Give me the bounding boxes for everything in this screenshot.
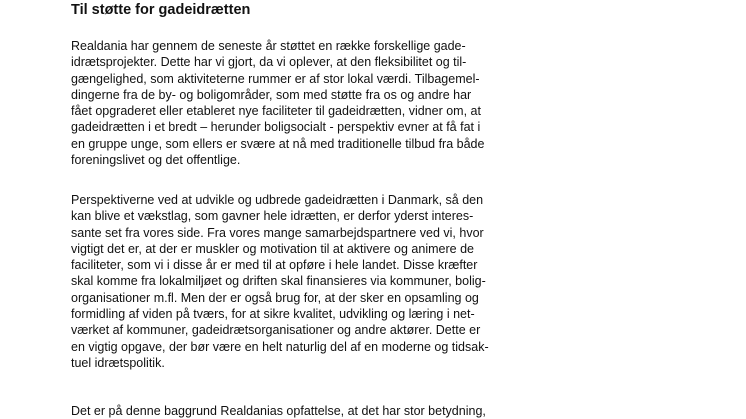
- text-line: sante set fra vores side. Fra vores mange samarbejdspartnere ved vi, hvor: [71, 225, 484, 240]
- paragraph-2: [71, 192, 489, 371]
- text-line: gadeidrætten i et bredt – herunder boligsocialt - perspektiv evner at få fat i: [71, 120, 481, 135]
- text-line: dingerne fra de by- og boligområder, som med støtte fra os og andre har: [71, 87, 472, 102]
- text-line: faciliteter, som vi i disse år er med til at opføre i hele landet. Disse kræfter: [71, 258, 478, 273]
- text-line: Det er på denne baggrund Realdanias opfattelse, at det har stor betydning,: [71, 404, 486, 418]
- text-line: formidling af viden på tværs, for at sikre kvalitet, udvikling og læring i net-: [71, 307, 475, 322]
- text-line: gængelighed, som aktiviteterne rummer er af stor lokal værdi. Tilbagemel-: [71, 71, 480, 86]
- text-line: organisationer m.fl. Men der er også brug for, at der sker en opsamling og: [71, 290, 479, 305]
- text-line: kan blive et vækstlag, som gavner hele idrætten, er derfor yderst interes-: [71, 209, 474, 224]
- text-line: skal komme fra lokalmiljøet og driften skal finansieres via kommuner, bolig-: [71, 274, 486, 289]
- text-line: tuel idrætspolitik.: [71, 355, 165, 370]
- text-line: Perspektiverne ved at udvikle og udbrede gadeidrætten i Danmark, så den: [71, 193, 484, 207]
- text-line: idrætsprojekter. Dette har vi gjort, da vi oplever, at den fleksibilitet og til-: [71, 55, 467, 70]
- text-line: værket af kommuner, gadeidrætsorganisationer og andre aktører. Dette er: [71, 323, 481, 338]
- document-title: Til støtte for gadeidrætten: [71, 2, 251, 18]
- text-line: fået opgraderet eller etableret nye faciliteter til gadeidrætten, vidner om, at: [71, 104, 481, 119]
- text-line: en vigtig opgave, der bør være en helt naturlig del af en moderne og tidsak-: [71, 339, 489, 354]
- paragraph-1: [71, 38, 484, 168]
- text-line: foreningslivet og det offentlige.: [71, 153, 241, 168]
- text-line: en gruppe unge, som ellers er svære at nå med traditionelle tilbud fra både: [71, 136, 485, 151]
- text-line: vigtigt det er, at der er muskler og motivation til at aktivere og animere de: [71, 241, 474, 256]
- text-line: Realdania har gennem de seneste år støttet en række forskellige gade-: [71, 39, 466, 53]
- paragraph-3: [71, 403, 486, 419]
